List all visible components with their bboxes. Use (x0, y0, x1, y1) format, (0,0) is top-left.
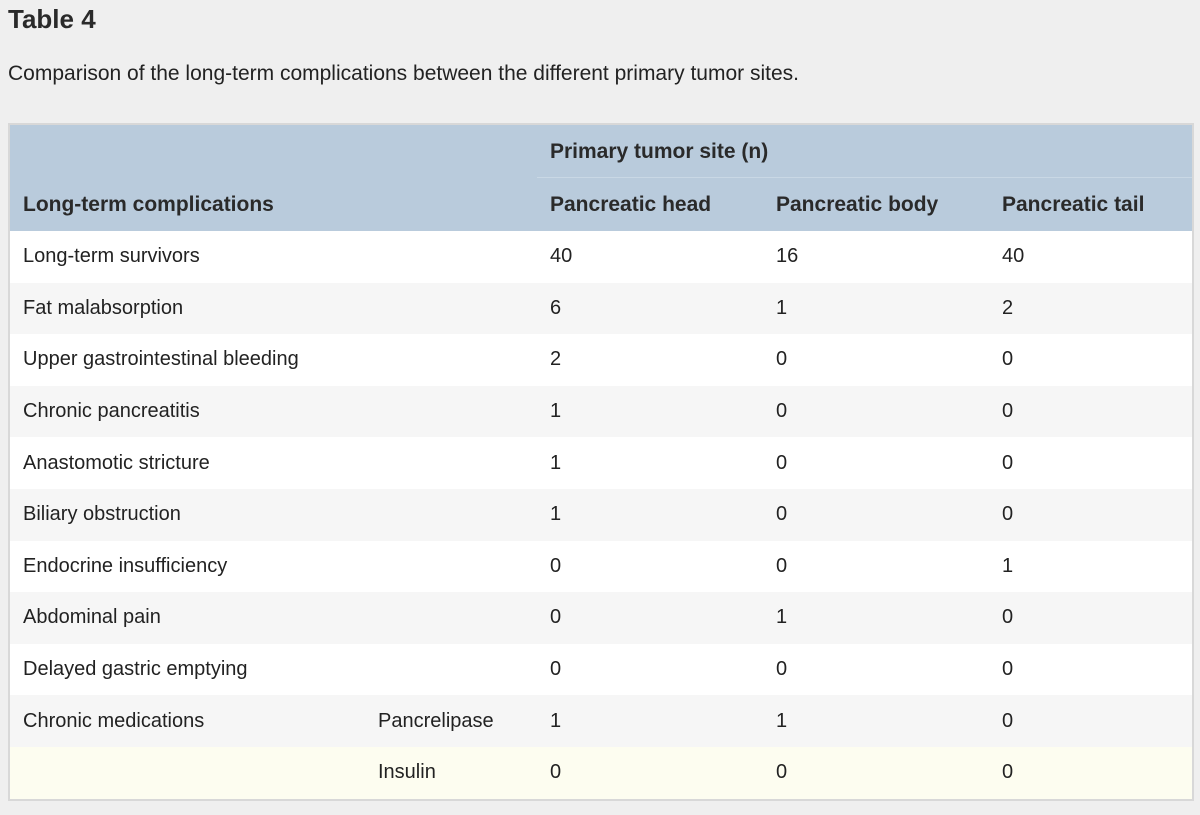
header-primary-tumor-site: Primary tumor site (n) (537, 125, 1192, 178)
table-row (10, 747, 1192, 799)
row-sublabel: Pancrelipase (378, 709, 494, 732)
cell-pancreatic-body: 0 (776, 503, 788, 526)
cell-pancreatic-tail: 1 (1002, 554, 1014, 577)
cell-pancreatic-tail: 2 (1002, 296, 1014, 319)
cell-pancreatic-body: 0 (776, 554, 788, 577)
table-row (10, 695, 1192, 747)
table-title: Table 4 (8, 4, 96, 34)
row-sublabel (365, 592, 537, 644)
table-row (10, 541, 1192, 593)
header-empty-cell (365, 125, 537, 178)
table-caption: Comparison of the long-term complications between the different primary tumor sites. (8, 62, 799, 85)
header-pancreatic-body: Pancreatic body (776, 192, 939, 216)
cell-pancreatic-body: 1 (776, 709, 788, 732)
header-row-group (10, 125, 1192, 178)
table-row (10, 283, 1192, 335)
row-label: Upper gastrointestinal bleeding (23, 348, 299, 371)
row-label: Fat malabsorption (23, 296, 184, 319)
header-pancreatic-tail: Pancreatic tail (1002, 192, 1145, 216)
table-row (10, 386, 1192, 438)
cell-pancreatic-head: 1 (550, 400, 562, 423)
cell-pancreatic-head: 0 (550, 554, 562, 577)
table-row (10, 437, 1192, 489)
cell-pancreatic-body: 0 (776, 761, 788, 784)
row-sublabel (365, 386, 537, 438)
cell-pancreatic-body: 1 (776, 296, 788, 319)
cell-pancreatic-tail: 0 (1002, 761, 1014, 784)
row-label: Chronic medications (23, 709, 205, 732)
header-row-columns (10, 178, 1192, 231)
table-row (10, 231, 1192, 283)
row-label: Long-term survivors (23, 245, 200, 268)
header-long-term-complications: Long-term complications (23, 192, 274, 216)
table-header (10, 125, 1192, 231)
table-body (10, 231, 1192, 799)
cell-pancreatic-body: 0 (776, 348, 788, 371)
cell-pancreatic-tail: 0 (1002, 658, 1014, 681)
row-sublabel (365, 231, 537, 283)
row-label: Anastomotic stricture (23, 451, 210, 474)
row-sublabel (365, 437, 537, 489)
row-label: Endocrine insufficiency (23, 554, 228, 577)
table-row (10, 644, 1192, 696)
row-sublabel (365, 334, 537, 386)
row-label: Abdominal pain (23, 606, 161, 629)
cell-pancreatic-head: 1 (550, 451, 562, 474)
row-label (10, 747, 365, 799)
row-sublabel (365, 644, 537, 696)
row-sublabel (365, 283, 537, 335)
table-row (10, 489, 1192, 541)
table-row (10, 592, 1192, 644)
cell-pancreatic-body: 0 (776, 658, 788, 681)
cell-pancreatic-tail: 40 (1002, 245, 1025, 268)
cell-pancreatic-head: 0 (550, 761, 562, 784)
cell-pancreatic-tail: 0 (1002, 709, 1014, 732)
cell-pancreatic-head: 0 (550, 606, 562, 629)
row-label: Biliary obstruction (23, 503, 181, 526)
table-row (10, 334, 1192, 386)
complications-table (10, 125, 1192, 799)
table-container (8, 123, 1194, 801)
cell-pancreatic-head: 6 (550, 296, 562, 319)
row-sublabel: Insulin (378, 761, 436, 784)
cell-pancreatic-head: 1 (550, 503, 562, 526)
cell-pancreatic-body: 0 (776, 400, 788, 423)
header-empty-cell (365, 178, 537, 231)
cell-pancreatic-tail: 0 (1002, 606, 1014, 629)
cell-pancreatic-body: 16 (776, 245, 799, 268)
cell-pancreatic-body: 1 (776, 606, 788, 629)
header-pancreatic-head: Pancreatic head (550, 192, 712, 216)
cell-pancreatic-tail: 0 (1002, 503, 1014, 526)
cell-pancreatic-tail: 0 (1002, 348, 1014, 371)
row-sublabel (365, 489, 537, 541)
cell-pancreatic-head: 1 (550, 709, 562, 732)
cell-pancreatic-tail: 0 (1002, 400, 1014, 423)
cell-pancreatic-tail: 0 (1002, 451, 1014, 474)
cell-pancreatic-body: 0 (776, 451, 788, 474)
header-empty-cell (10, 125, 365, 178)
row-label: Chronic pancreatitis (23, 400, 200, 423)
cell-pancreatic-head: 0 (550, 658, 562, 681)
row-sublabel (365, 541, 537, 593)
cell-pancreatic-head: 2 (550, 348, 562, 371)
row-label: Delayed gastric emptying (23, 658, 248, 681)
cell-pancreatic-head: 40 (550, 245, 573, 268)
